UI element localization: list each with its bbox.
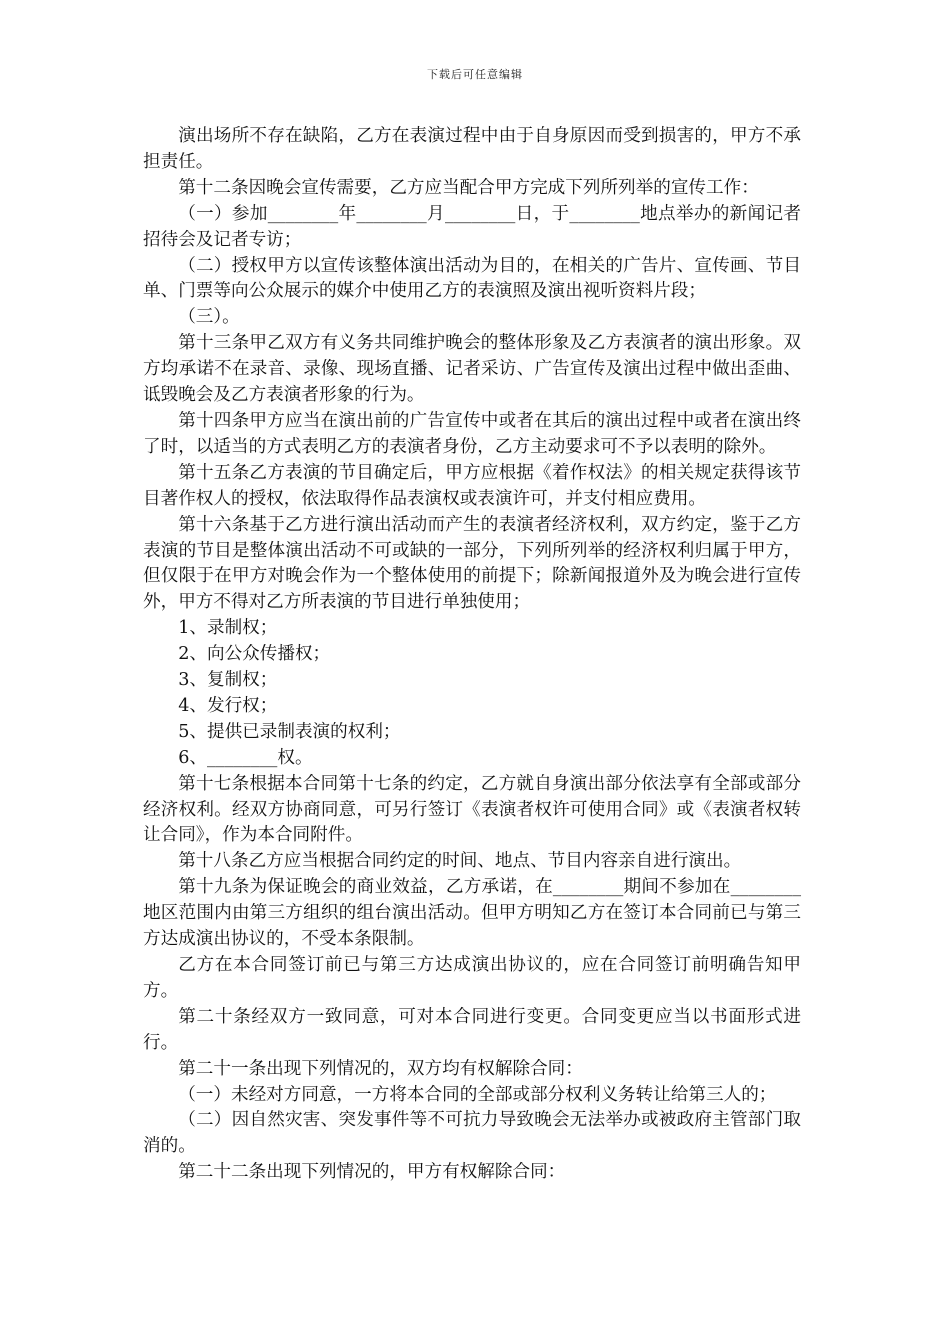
paragraph: 第十八条乙方应当根据合同约定的时间、地点、节目内容亲自进行演出。 — [178, 851, 742, 872]
paragraph: 第十三条甲乙双方有义务共同维护晚会的整体形象及乙方表演者的演出形象。双方均承诺不在录音、录像、现场直播、记者采访、广告宣传及演出过程中做出歪曲、诋毁晚会及乙方表演者形象的行为。 — [143, 333, 801, 406]
list-item: 5、提供已录制表演的权利； — [178, 721, 401, 742]
paragraph: （一）未经对方同意，一方将本合同的全部或部分权利义务转让给第三人的； — [178, 1084, 777, 1105]
list-item: 3、复制权； — [178, 670, 278, 691]
paragraph: 第十六条基于乙方进行演出活动而产生的表演者经济权利，双方约定，鉴于乙方表演的节目是整体演出活动不可或缺的一部分，下列所列举的经济权利归属于甲方，但仅限于在甲方对晚会作为一个整体使用的前提下；除新闻报道外及为晚会进行宣传外，甲方不得对乙方所表演的节目进行单独使用； — [143, 514, 801, 613]
list-item: 2、向公众传播权； — [178, 644, 331, 665]
list-item: 6、________权。 — [178, 747, 313, 768]
paragraph: 第十二条因晚会宣传需要，乙方应当配合甲方完成下列所列举的宣传工作： — [178, 177, 759, 198]
paragraph: （三）。 — [178, 307, 240, 328]
document-body — [143, 124, 801, 1186]
paragraph: （一）参加________年________月________日，于________地点举办的新闻记者招待会及记者专访； — [143, 203, 801, 250]
paragraph: 第二十条经双方一致同意，可对本合同进行变更。合同变更应当以书面形式进行。 — [143, 1006, 801, 1053]
paragraph: （二）因自然灾害、突发事件等不可抗力导致晚会无法举办或被政府主管部门取消的。 — [143, 1110, 801, 1157]
paragraph: 第十九条为保证晚会的商业效益，乙方承诺，在________期间不参加在________地区范围内由第三方组织的组台演出活动。但甲方明知乙方在签订本合同前已与第三方达成演出协议的，不受本条限制。 — [143, 877, 801, 950]
paragraph: 第十五条乙方表演的节目确定后，甲方应根据《着作权法》的相关规定获得该节目著作权人的授权，依法取得作品表演权或表演许可，并支付相应费用。 — [143, 462, 801, 509]
paragraph: 第十七条根据本合同第十七条的约定，乙方就自身演出部分依法享有全部或部分经济权利。经双方协商同意，可另行签订《表演者权许可使用合同》或《表演者权转让合同》，作为本合同附件。 — [143, 773, 801, 846]
paragraph: 第十四条甲方应当在演出前的广告宣传中或者在其后的演出过程中或者在演出终了时，以适当的方式表明乙方的表演者身份，乙方主动要求可不予以表明的除外。 — [143, 410, 801, 457]
list-item: 1、录制权； — [178, 618, 278, 639]
paragraph: 第二十一条出现下列情况的，双方均有权解除合同： — [178, 1058, 583, 1079]
paragraph: 乙方在本合同签订前已与第三方达成演出协议的，应在合同签订前明确告知甲方。 — [143, 955, 801, 1001]
list-item: 4、发行权； — [178, 695, 278, 716]
paragraph: 第二十二条出现下列情况的，甲方有权解除合同： — [178, 1162, 566, 1183]
paragraph: （二）授权甲方以宣传该整体演出活动为目的，在相关的广告片、宣传画、节目单、门票等向公众展示的媒介中使用乙方的表演照及演出视听资料片段； — [143, 255, 801, 302]
paragraph: 演出场所不存在缺陷，乙方在表演过程中由于自身原因而受到损害的，甲方不承担责任。 — [143, 126, 801, 172]
page-header-note: 下载后可任意编辑 — [427, 68, 523, 81]
